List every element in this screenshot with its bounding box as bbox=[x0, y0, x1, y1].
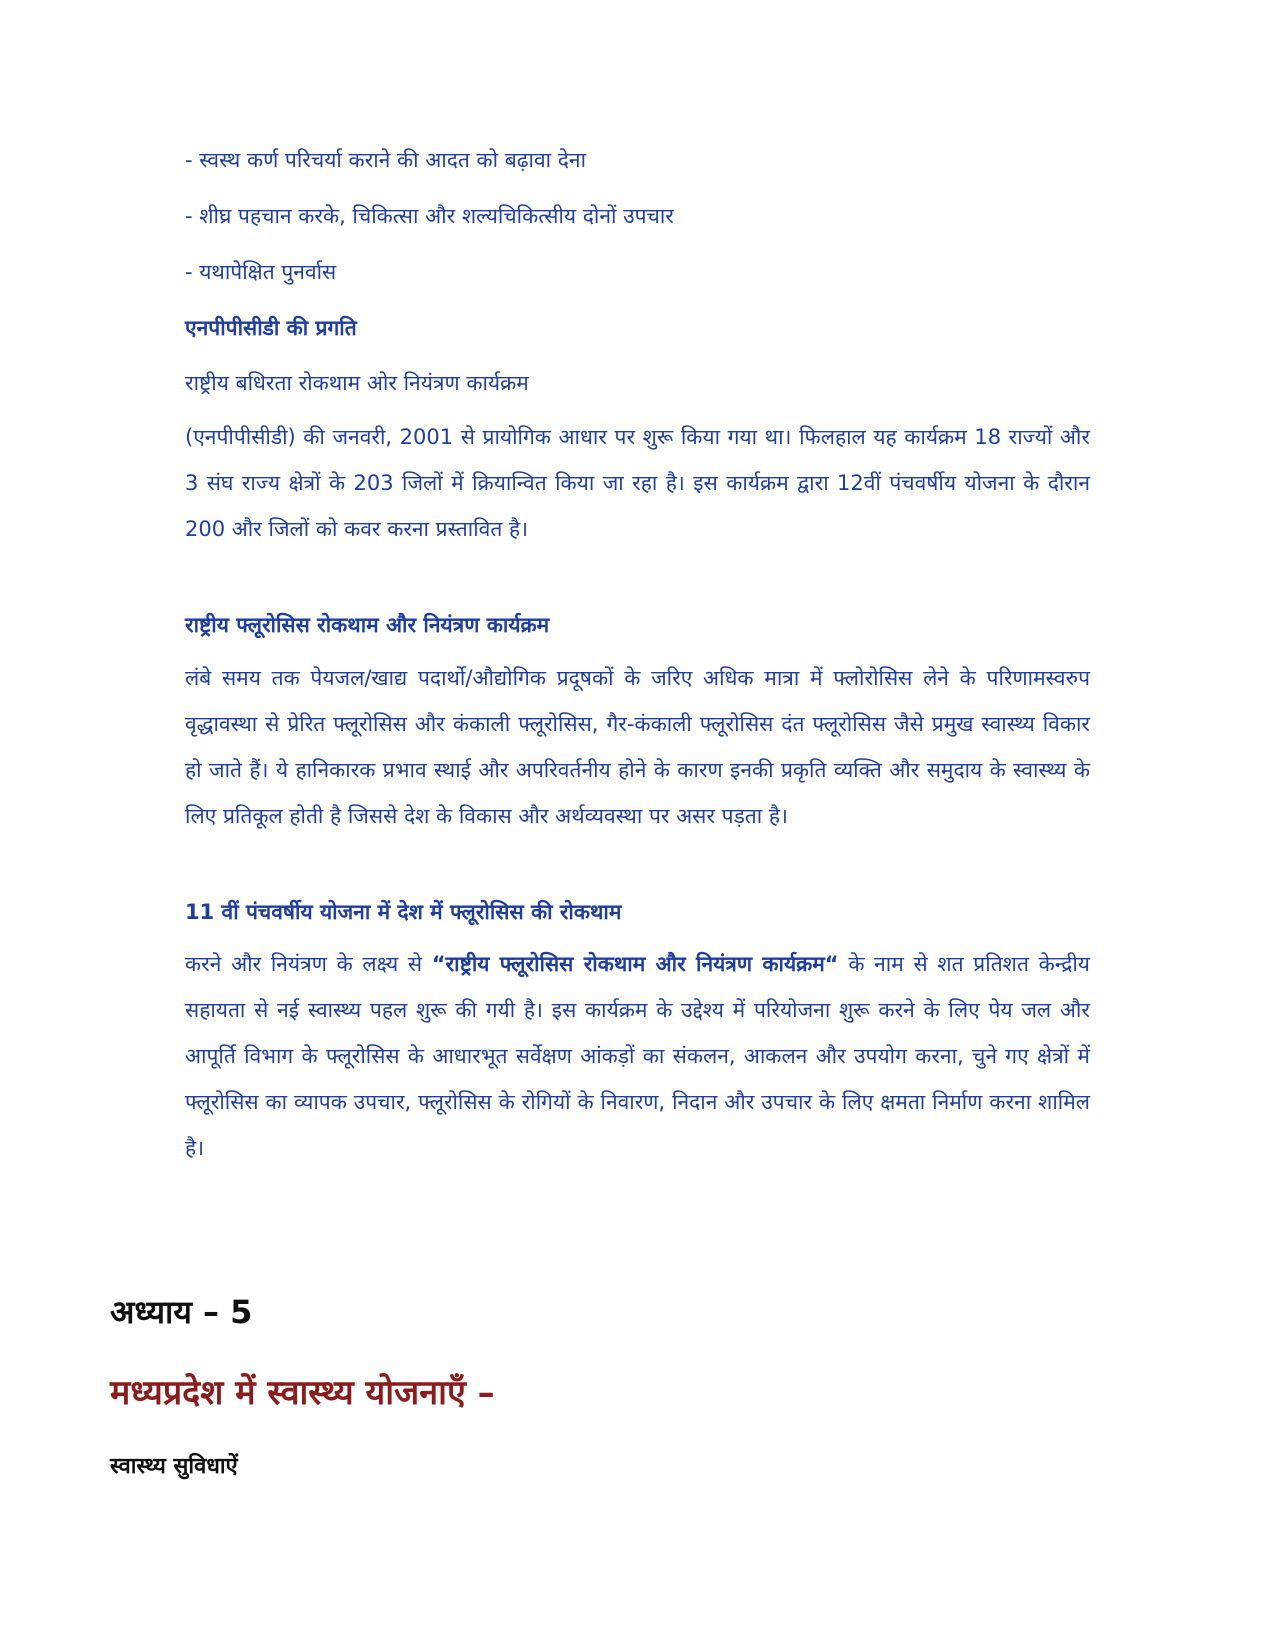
heading-nppcd-progress: एनपीपीसीडी की प्रगति bbox=[185, 316, 357, 340]
bullet-ear-care: - स्वस्थ कर्ण परिचर्या कराने की आदत को बढ़ावा देना bbox=[185, 148, 587, 172]
bullet-early-detection: - शीघ्र पहचान करके, चिकित्सा और शल्यचिकित्सीय दोनों उपचार bbox=[185, 204, 674, 228]
eleventh-plan-paragraph bbox=[185, 941, 1090, 1171]
chapter-title: मध्यप्रदेश में स्वास्थ्य योजनाएँ – bbox=[110, 1373, 495, 1413]
eleventh-plan-paragraph-start: करने और नियंत्रण के लक्ष्य से bbox=[185, 952, 432, 976]
heading-eleventh-plan: 11 वीं पंचवर्षीय योजना में देश में फ्लूरोसिस की रोकथाम bbox=[185, 900, 622, 924]
nppcd-paragraph: (एनपीपीसीडी) की जनवरी, 2001 से प्रायोगिक आधार पर शुरू किया गया था। फिलहाल यह कार्यक्रम 18 राज्यों और 3 संघ राज्य क्षेत्रों के 203 जिलों में क्रियान्वित किया जा रहा है। इस कार्यक्रम द्वारा 12वीं पंचवर्षीय योजना के दौरान 200 और जिलों को कवर करना प्रस्तावित है। bbox=[185, 425, 1090, 541]
bullet-rehabilitation: - यथापेक्षित पुनर्वास bbox=[185, 260, 337, 284]
health-facilities-subheading: स्वास्थ्य सुविधाऐं bbox=[110, 1454, 238, 1479]
nppcd-program-name: राष्ट्रीय बधिरता रोकथाम ओर नियंत्रण कार्यक्रम bbox=[185, 371, 529, 395]
fluorosis-paragraph: लंबे समय तक पेयजल/खाद्य पदार्थो/औद्योगिक प्रदूषकों के जरिए अधिक मात्रा में फ्लोरोसिस लेने के परिणामस्वरुप वृद्धावस्था से प्रेरित फ्लूरोसिस और कंकाली फ्लूरोसिस, गैर-कंकाली फ्लूरोसिस दंत फ्लूरोसिस जैसे प्रमुख स्वास्थ्य विकार हो जाते हैं। ये हानिकारक प्रभाव स्थाई और अपरिवर्तनीय होने के कारण इनकी प्रकृति व्यक्ति और समुदाय के स्वास्थ्य के लिए प्रतिकूल होती है जिससे देश के विकास और अर्थव्यवस्था पर असर पड़ता है। bbox=[185, 666, 1090, 828]
heading-fluorosis-program: राष्ट्रीय फ्लूरोसिस रोकथाम और नियंत्रण कार्यक्रम bbox=[185, 613, 550, 637]
program-name-quote: “राष्ट्रीय फ्लूरोसिस रोकथाम और नियंत्रण कार्यक्रम“ bbox=[431, 952, 839, 976]
eleventh-plan-paragraph-rest: के नाम से शत प्रतिशत केन्द्रीय सहायता से नई स्वास्थ्य पहल शुरू की गयी है। इस कार्यक्रम के उद्देश्य में परियोजना शुरू करने के लिए पेय जल और आपूर्ति विभाग के फ्लूरोसिस के आधारभूत सर्वेक्षण आंकड़ों का संकलन, आकलन और उपयोग करना, चुने गए क्षेत्रों में फ्लूरोसिस का व्यापक उपचार, फ्लूरोसिस के रोगियों के निवारण, निदान और उपचार के लिए क्षमता निर्माण करना शामिल है। bbox=[185, 952, 1090, 1160]
chapter-label: अध्याय – 5 bbox=[110, 1293, 253, 1331]
